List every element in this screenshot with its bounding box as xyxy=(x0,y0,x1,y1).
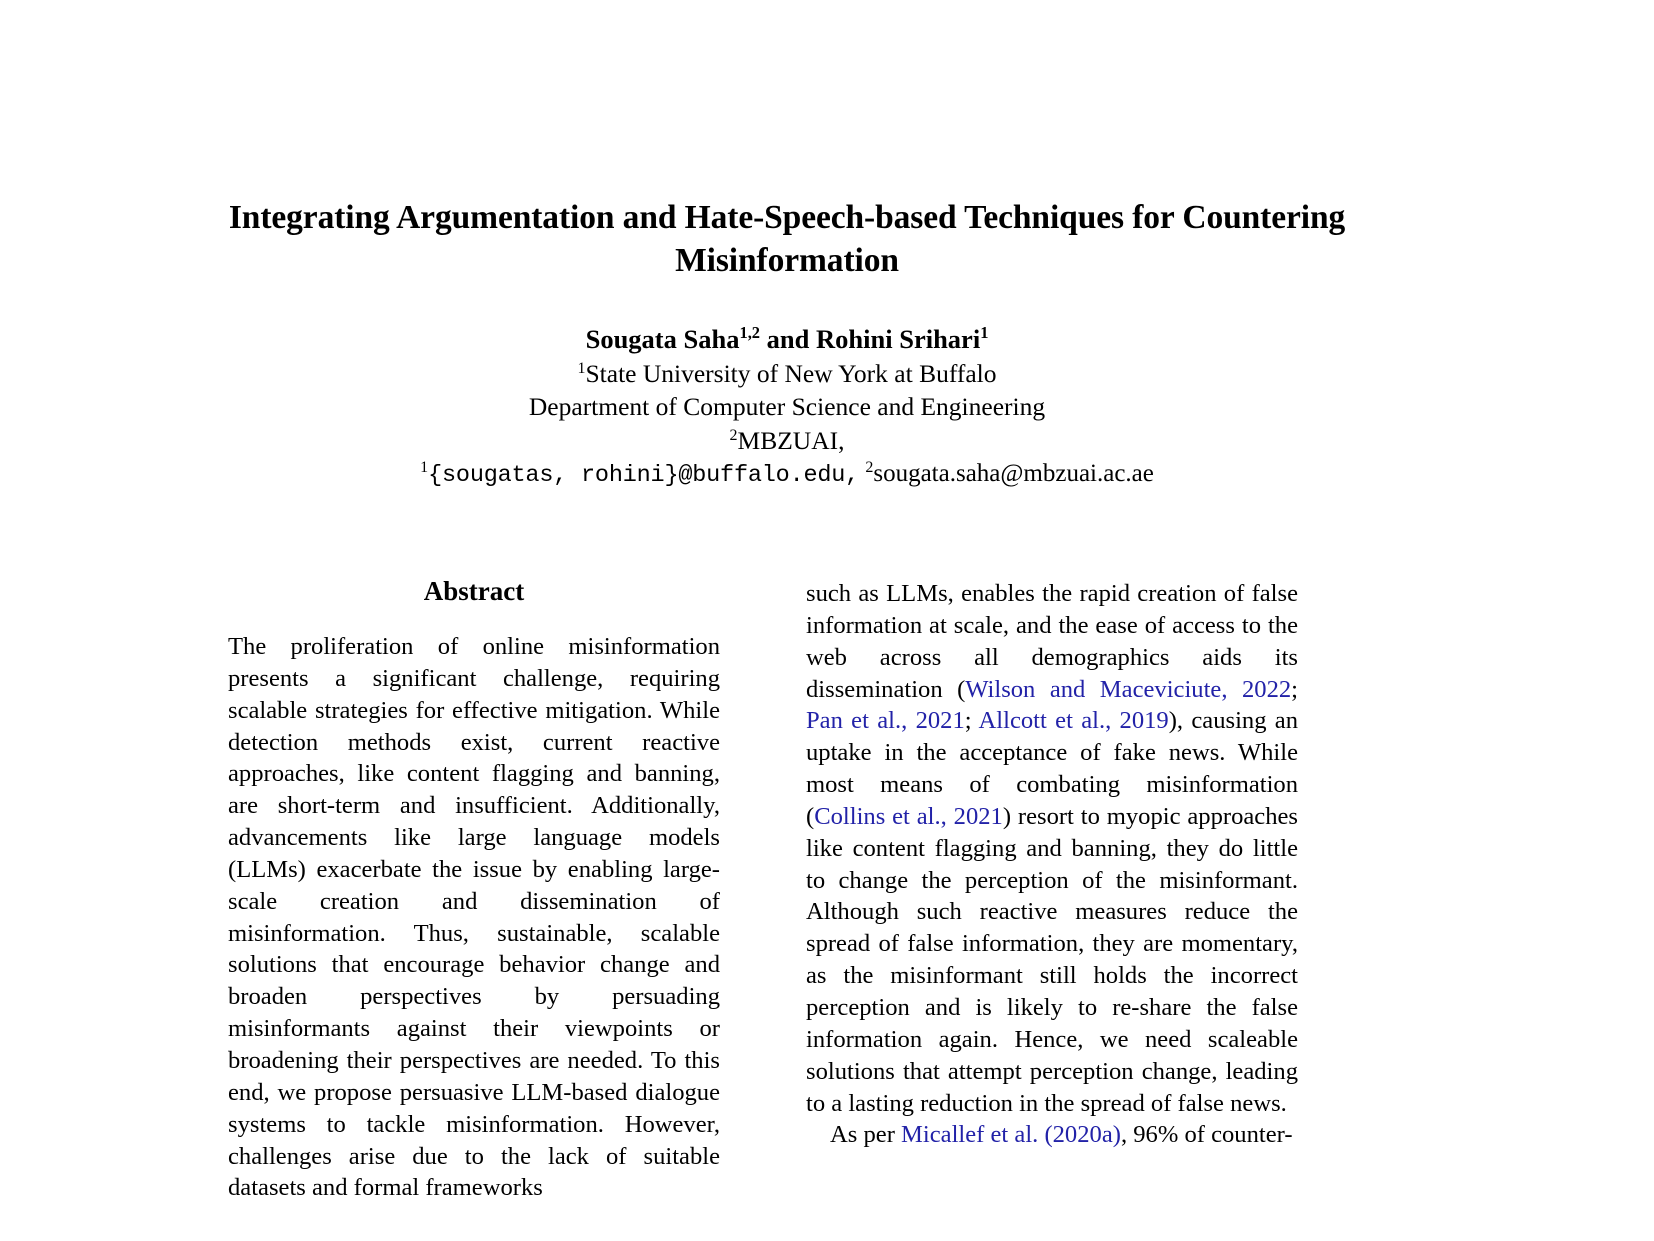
introduction-paragraph-two xyxy=(806,1119,1298,1151)
author-block xyxy=(228,323,1346,489)
email-one[interactable]: {sougatas, rohini}@buffalo.edu, xyxy=(428,462,860,489)
citation-collins-et-al[interactable]: Collins et al., 2021 xyxy=(814,802,1003,830)
abstract-paragraph: The proliferation of online misinformation presents a significant challenge, requiring scalable strategies for effective mitigation. While detection methods exist, current reactive approaches, like content flagging and banning, are short-term and insufficient. Additionally, advancements like large language models (LLMs) exacerbate the issue by enabling large-scale creation and dissemination of misinformation. Thus, sustainable, scalable solutions that encourage behavior change and broaden perspectives by persuading misinformants against their viewpoints or broadening their perspectives are needed. To this end, we propose persuasive LLM-based dialogue systems to tackle misinformation. However, challenges arise due to the lack of suitable datasets and formal frameworks xyxy=(228,633,720,1202)
intro-two-segment-1: As per xyxy=(830,1121,902,1149)
introduction-paragraph-one xyxy=(806,578,1298,1119)
page-title: Integrating Argumentation and Hate-Speech-based Techniques for Countering Misinformation xyxy=(228,199,1346,280)
citation-pan-et-al[interactable]: Pan et al., 2021 xyxy=(806,707,965,735)
citation-separator-1: ; xyxy=(1291,675,1298,703)
affiliation-two-marker: 2 xyxy=(729,426,738,444)
author-one-affiliation-marker: 1,2 xyxy=(739,323,761,343)
author-conjunction: and Rohini Srihari xyxy=(760,324,981,354)
affiliation-two-text: MBZUAI, xyxy=(737,425,845,455)
intro-two-segment-2: , 96% of counter- xyxy=(1120,1121,1293,1149)
affiliation-one-marker: 1 xyxy=(577,359,586,377)
email-one-marker: 1 xyxy=(420,459,429,476)
affiliation-two xyxy=(228,425,1346,455)
affiliation-one xyxy=(228,358,1346,388)
right-column xyxy=(806,578,1298,1241)
abstract-heading: Abstract xyxy=(423,578,525,606)
affiliation-department: Department of Computer Science and Engineering xyxy=(528,392,1046,421)
email-two-marker: 2 xyxy=(865,459,874,476)
affiliation-one-text: State University of New York at Buffalo xyxy=(585,358,997,388)
left-column xyxy=(228,578,720,1241)
title-block xyxy=(228,196,1346,282)
citation-micallef-et-al[interactable]: Micallef et al. (2020a) xyxy=(901,1121,1121,1149)
intro-text-segment-2: ), causing an uptake in the acceptance of fake news. While most means of combating misinformation ( xyxy=(806,707,1298,830)
author-one: Sougata Saha xyxy=(585,324,740,354)
citation-wilson-maceviciute[interactable]: Wilson and Maceviciute, 2022 xyxy=(965,675,1292,703)
author-two-affiliation-marker: 1 xyxy=(980,323,989,343)
citation-allcott-et-al[interactable]: Allcott et al., 2019 xyxy=(978,707,1169,735)
body-columns xyxy=(228,578,1390,1241)
intro-text-segment-3: ) resort to myopic approaches like content flagging and banning, they do little to change the perception of the misinformant. Although such reactive measures reduce the spread of false information, they are momentary, as the misinformant still holds the incorrect perception and is likely to re-share the false information again. Hence, we need scaleable solutions that attempt perception change, leading to a lasting reduction in the spread of false news. xyxy=(806,802,1298,1117)
intro-text-segment-1: such as LLMs, enables the rapid creation of false information at scale, and the ease of access to the web across all demographics aids its dissemination ( xyxy=(806,580,1298,703)
email-two[interactable]: sougata.saha@mbzuai.ac.ae xyxy=(873,460,1154,487)
author-names xyxy=(228,323,1346,354)
citation-separator-2: ; xyxy=(964,707,979,735)
contact-emails xyxy=(228,461,1346,488)
